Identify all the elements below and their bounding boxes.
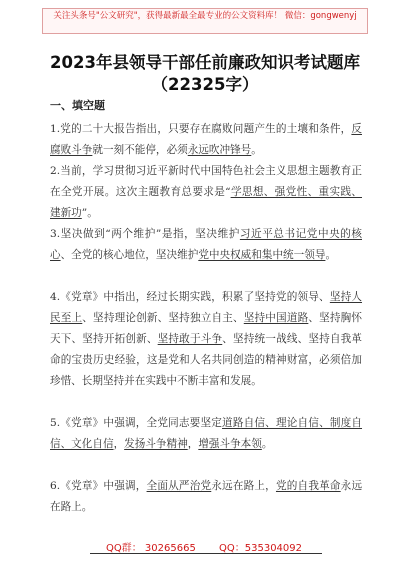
question-5: [50, 413, 362, 455]
question-4-answer-2: 坚持中国道路: [243, 312, 309, 324]
question-3-answer-1: 习近平总书记党中央的核心: [50, 228, 362, 261]
question-6-text-a: 6.《党章》中强调，: [50, 480, 147, 492]
question-2-answer-1: 学思想、强党性、重实践、建新功: [50, 186, 362, 219]
document-title-line1: 2023年县领导干部任前廉政知识考试题库: [50, 53, 360, 72]
footer-divider: [90, 553, 322, 554]
question-5-text-d: 。: [261, 438, 273, 450]
question-2-text-a: 2.当前，学习贯彻习近平新时代中国特色社会主义思想主题教育正在全党开展。这次主题教育总要求是“: [50, 165, 362, 198]
question-1-text-b: 就一刻不能停，必须: [92, 144, 188, 156]
question-5-text-c: ，: [187, 438, 199, 450]
question-5-text-b: ，: [113, 438, 125, 450]
document-title-line2: （22325字）: [151, 75, 259, 94]
section-heading-fill-blank: 一、填空题: [50, 99, 105, 112]
question-4-text-a: 4.《党章》中指出，经过长期实践，积累了坚持党的领导、: [50, 291, 330, 303]
question-4-text-c: 、坚持胸怀天下、坚持开拓创新、: [50, 312, 363, 345]
question-1-answer-1: 反腐败斗争: [50, 123, 362, 156]
question-5-answer-3: 增强斗争本领: [198, 438, 262, 450]
question-5-answer-2: 发扬斗争精神: [124, 438, 188, 450]
question-4-text-d: 、坚持统一战线、坚持自我革命的宝贵历史经验，这是党和人名共同创造的精神财富，必须倍加珍惜、长期坚持并在实践中不断丰富和发展。: [50, 333, 363, 387]
footer-qq-group: QQ群： 30265665: [105, 543, 196, 554]
question-6: [50, 476, 362, 518]
question-4: [50, 287, 362, 392]
footer-contacts: [0, 539, 408, 554]
question-6-answer-2: 党的自我革命: [275, 480, 341, 492]
question-4-answer-3: 坚持敢于斗争: [157, 333, 223, 345]
question-2: [50, 161, 362, 224]
question-6-answer-1: 全面从严治党: [146, 480, 212, 492]
question-4-answer-1: 坚持人民至上: [50, 291, 363, 324]
question-3-answer-2: 党中央权威和集中统一领导: [198, 249, 326, 261]
promo-banner: [42, 8, 368, 34]
question-1-answer-2: 永远吹冲锋号: [187, 144, 252, 156]
question-1: [50, 119, 362, 161]
question-1-text-a: 1.党的二十大报告指出，只要存在腐败问题产生的土壤和条件，: [50, 123, 352, 135]
question-3-text-c: 。: [325, 249, 337, 261]
promo-banner-text: 关注头条号"公文研究"，获得最新最全最专业的公文资料库！ 微信：gongwenyj: [53, 11, 357, 21]
question-5-text-a: 5.《党章》中强调，全党同志要坚定: [50, 417, 223, 429]
question-4-text-b: 、坚持理论创新、坚持独立自主、: [82, 312, 244, 324]
question-3-text-a: 3.坚决做到“两个维护”是指，坚决维护: [50, 228, 240, 240]
question-6-text-c: 永远在路上。: [50, 480, 363, 513]
question-1-text-c: 。: [251, 144, 262, 156]
question-3-text-b: 、全党的核心地位，坚决维护: [60, 249, 199, 261]
document-title: [30, 52, 380, 96]
question-2-text-b: ”。: [81, 207, 98, 219]
question-6-text-b: 永远在路上，: [211, 480, 276, 492]
footer-qq: QQ：535304092: [219, 543, 303, 554]
question-3: [50, 224, 362, 266]
question-5-answer-1: 道路自信、理论自信、制度自信、文化自信: [50, 417, 363, 450]
